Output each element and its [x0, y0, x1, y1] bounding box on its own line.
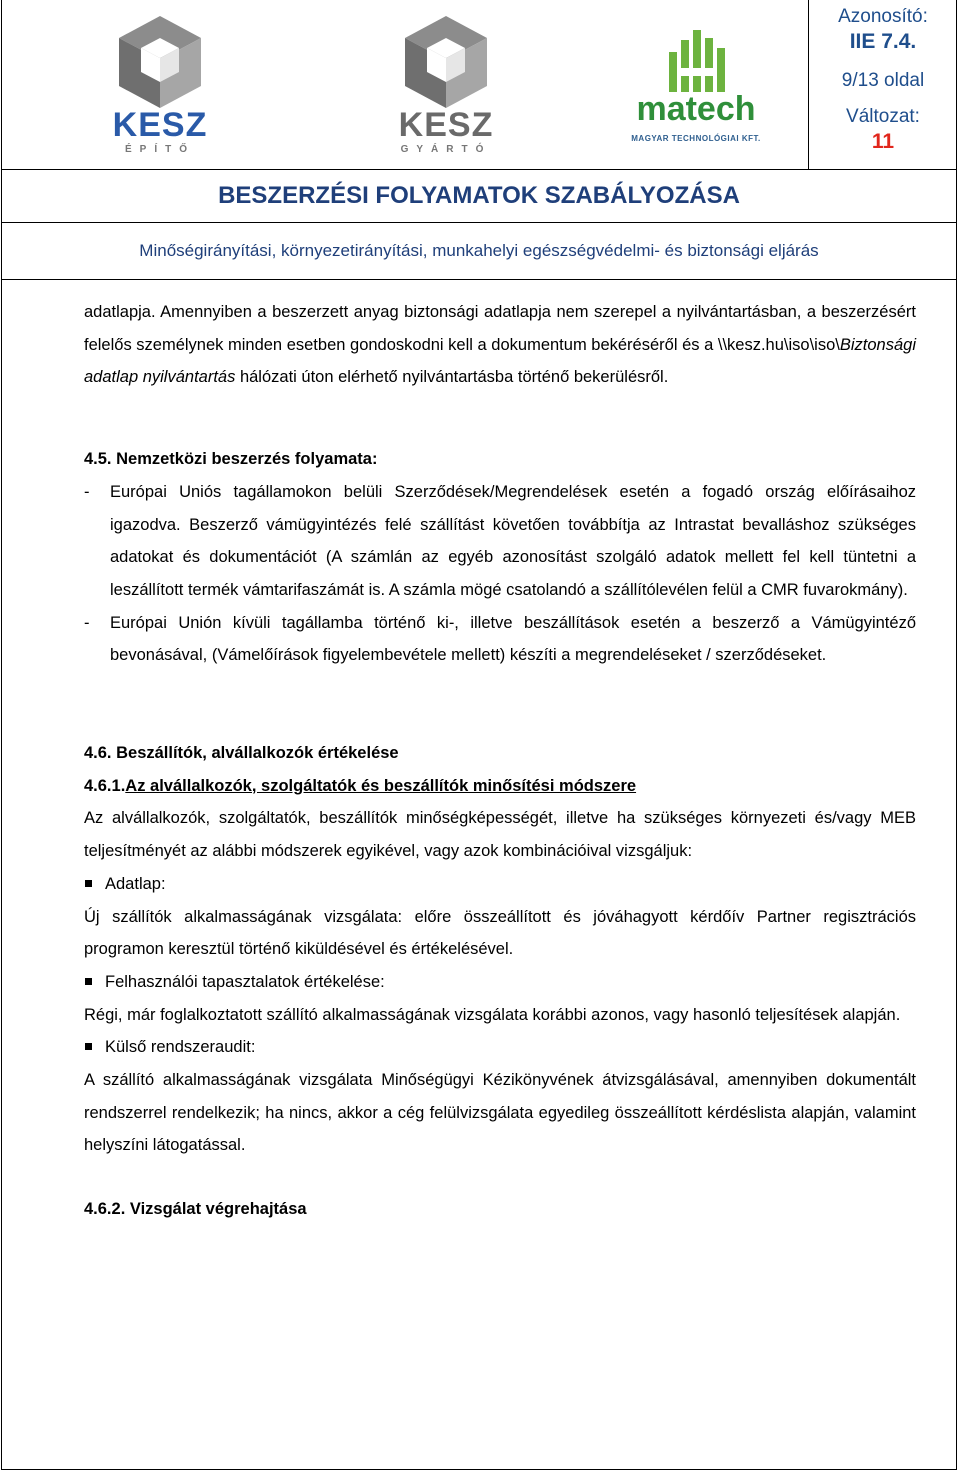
list-item — [84, 607, 916, 672]
list-item-text: Európai Unión kívüli tagállamba történő ki-, illetve beszállítások esetén a beszerző a Vámügyintéző bevonásával, (Vámelőírások figyelembevétele mellett) készíti a megrendeléseket / szerződéseket. — [110, 613, 916, 665]
kesz-epito-logo — [101, 12, 219, 162]
square-bullet-icon — [85, 880, 92, 887]
list-item-text: Európai Uniós tagállamokon belüli Szerződések/Megrendelések esetén a fogadó ország előírásaihoz igazodva. Beszerző vámügyintézés felé szállítást követően továbbítja az Intrastat bevalláshoz szükséges adatokat és dokumentációt (A számlán az egyéb azonosítást szolgáló adatok mellett fel kell tüntetni a leszállított termék vámtarifaszámát is. A számla mögé csatolandó a szállítólevélen felül a CMR fuvarokmány). — [110, 482, 916, 599]
matech-logo — [631, 22, 761, 162]
page-number: 9/13 oldal — [841, 70, 925, 91]
intro-text: adatlapja. Amennyiben a beszerzett anyag biztonsági adatlapja nem szerepel a nyilvántartásban, a beszerzésért felelős személynek minden esetben gondoskodni kell a dokumentum bekéréséről és a \\kesz.hu\iso\iso\ — [84, 303, 916, 354]
paragraph: A szállító alkalmasságának vizsgálata Minőségügyi Kézikönyvének átvizsgálásával, amennyiben dokumentált rendszerrel rendelkezik; ha nincs, akkor a cég felülvizsgálata egyedileg összeállított kérdéslista alapján, valamint helyszíni látogatással. — [84, 1071, 916, 1155]
kesz-cube-icon — [387, 12, 505, 112]
logo-word: matech — [636, 90, 756, 128]
document-header — [1, 0, 957, 280]
matech-bars-icon — [631, 22, 761, 94]
subsection-title: Az alvállalkozók, szolgáltatók és beszállítók minősítési módszere — [125, 776, 637, 795]
logo-sub: MAGYAR TECHNOLÓGIAI KFT. — [631, 134, 761, 143]
paragraph: Új szállítók alkalmasságának vizsgálata: előre összeállított és jóváhagyott kérdőív Partner regisztrációs programon keresztül történő kiküldésével és értékelésével. — [84, 907, 916, 959]
id-label: Azonosító: — [838, 6, 928, 27]
square-bullet-icon — [85, 978, 92, 985]
id-value: IIE 7.4. — [849, 30, 917, 53]
logo-word: KESZ — [398, 106, 494, 144]
square-bullet-icon — [85, 1043, 92, 1050]
document-identifier — [809, 0, 957, 170]
bullet-label: Külső rendszeraudit: — [105, 1038, 256, 1057]
paragraph: Az alvállalkozók, szolgáltatók, beszállítók minőségképességét, illetve ha szükséges környezeti és/vagy MEB teljesítményét az alábbi módszerek egyikével, vagy azok kombinációival vizsgáljuk: — [84, 809, 916, 861]
document-body — [84, 296, 916, 1226]
kesz-cube-icon — [101, 12, 219, 112]
logo-sub: ÉPÍTŐ — [124, 144, 195, 155]
section-heading: 4.6. Beszállítók, alvállalkozók értékelése — [84, 744, 399, 763]
subsection-heading — [84, 770, 916, 803]
version-label: Változat: — [846, 106, 920, 127]
paragraph: Régi, már foglalkoztatott szállító alkalmasságának vizsgálata korábbi azonos, vagy hasonló teljesítések alapján. — [84, 1005, 901, 1024]
section-heading: 4.6.2. Vizsgálat végrehajtása — [84, 1200, 307, 1219]
header-divider — [1, 279, 957, 280]
intro-italic: Biztonsági adatlap nyilvántartás — [84, 335, 916, 387]
bullet-label: Adatlap: — [105, 874, 166, 893]
document-subtitle: Minőségirányítási, környezetirányítási, munkahelyi egészségvédelmi- és biztonsági eljárás — [139, 241, 819, 260]
bullet-label: Felhasználói tapasztalatok értékelése: — [105, 972, 385, 991]
bullet-item — [84, 966, 916, 999]
section-heading: 4.5. Nemzetközi beszerzés folyamata: — [84, 450, 378, 469]
list-item — [84, 476, 916, 607]
intro-paragraph — [84, 296, 916, 394]
subsection-number: 4.6.1. — [84, 776, 126, 795]
intro-text: hálózati úton elérhető nyilvántartásba történő bekerülésről. — [235, 368, 669, 387]
kesz-gyarto-logo — [387, 12, 505, 162]
version-value: 11 — [871, 130, 895, 153]
bullet-item — [84, 1031, 916, 1064]
logo-word: KESZ — [112, 106, 208, 144]
document-title: BESZERZÉSI FOLYAMATOK SZABÁLYOZÁSA — [218, 182, 740, 209]
bullet-item — [84, 868, 916, 901]
logo-sub: GYÁRTÓ — [400, 144, 492, 155]
